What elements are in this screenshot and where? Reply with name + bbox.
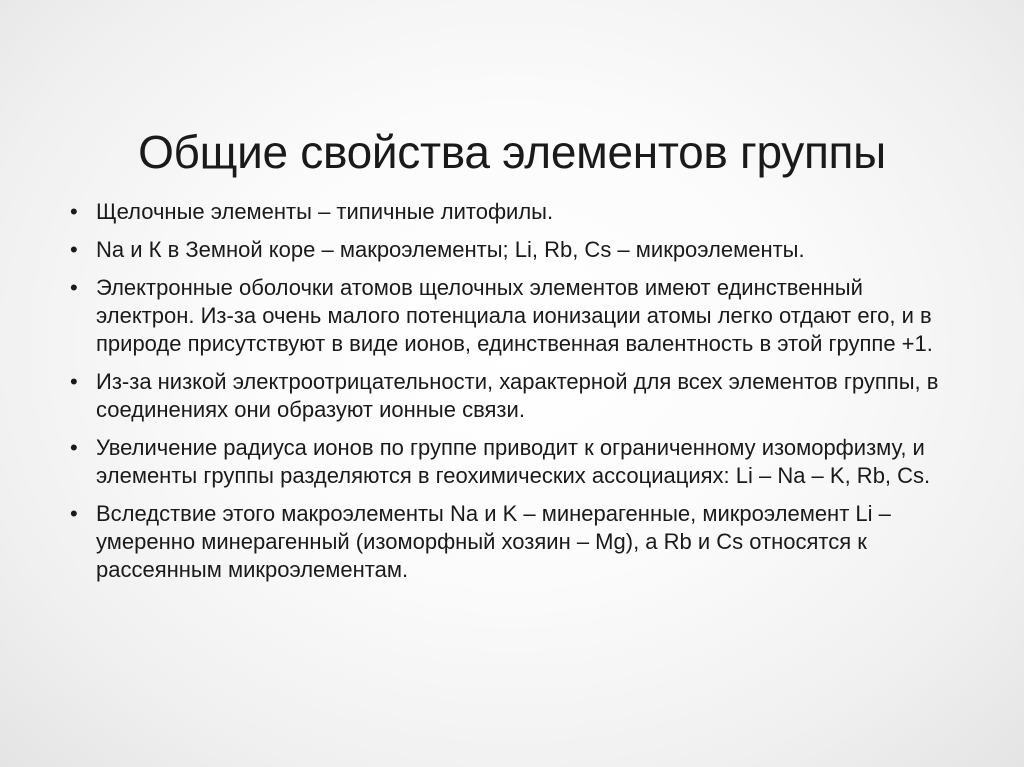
bullet-item <box>66 274 966 358</box>
bullet-marker: • <box>70 237 78 262</box>
bullet-text: Щелочные элементы – типичные литофилы. <box>96 199 554 224</box>
bullet-text: Электронные оболочки атомов щелочных элементов имеют единственный электрон. Из-за очень малого потенциала ионизации атомы легко отдают его, и в природе присутствуют в виде ионов, единственная валентность в этой группе +1. <box>96 275 933 356</box>
bullet-marker: • <box>70 369 78 394</box>
slide-title: Общие свойства элементов группы <box>138 126 886 178</box>
bullet-item <box>66 368 966 424</box>
bullet-text: Вследствие этого макроэлементы Na и K – минерагенные, микроэлемент Li – умеренно минерагенный (изоморфный хозяин – Mg), а Rb и Cs относятся к рассеянным микроэлементам. <box>96 501 891 582</box>
bullet-marker: • <box>70 501 78 526</box>
bullet-item <box>66 500 966 584</box>
bullet-marker: • <box>70 275 78 300</box>
bullet-item <box>66 236 966 264</box>
bullet-marker: • <box>70 199 78 224</box>
bullet-item <box>66 434 966 490</box>
bullet-item <box>66 198 966 226</box>
bullet-list <box>66 198 966 594</box>
bullet-marker: • <box>70 435 78 460</box>
bullet-text: Из-за низкой электроотрицательности, характерной для всех элементов группы, в соединениях они образуют ионные связи. <box>96 369 939 422</box>
bullet-text: Na и К в Земной коре – макроэлементы; Li, Rb, Cs – микроэлементы. <box>96 237 805 262</box>
bullet-text: Увеличение радиуса ионов по группе приводит к ограниченному изоморфизму, и элементы группы разделяются в геохимических ассоциациях: Li – Na – K, Rb, Cs. <box>96 435 931 488</box>
